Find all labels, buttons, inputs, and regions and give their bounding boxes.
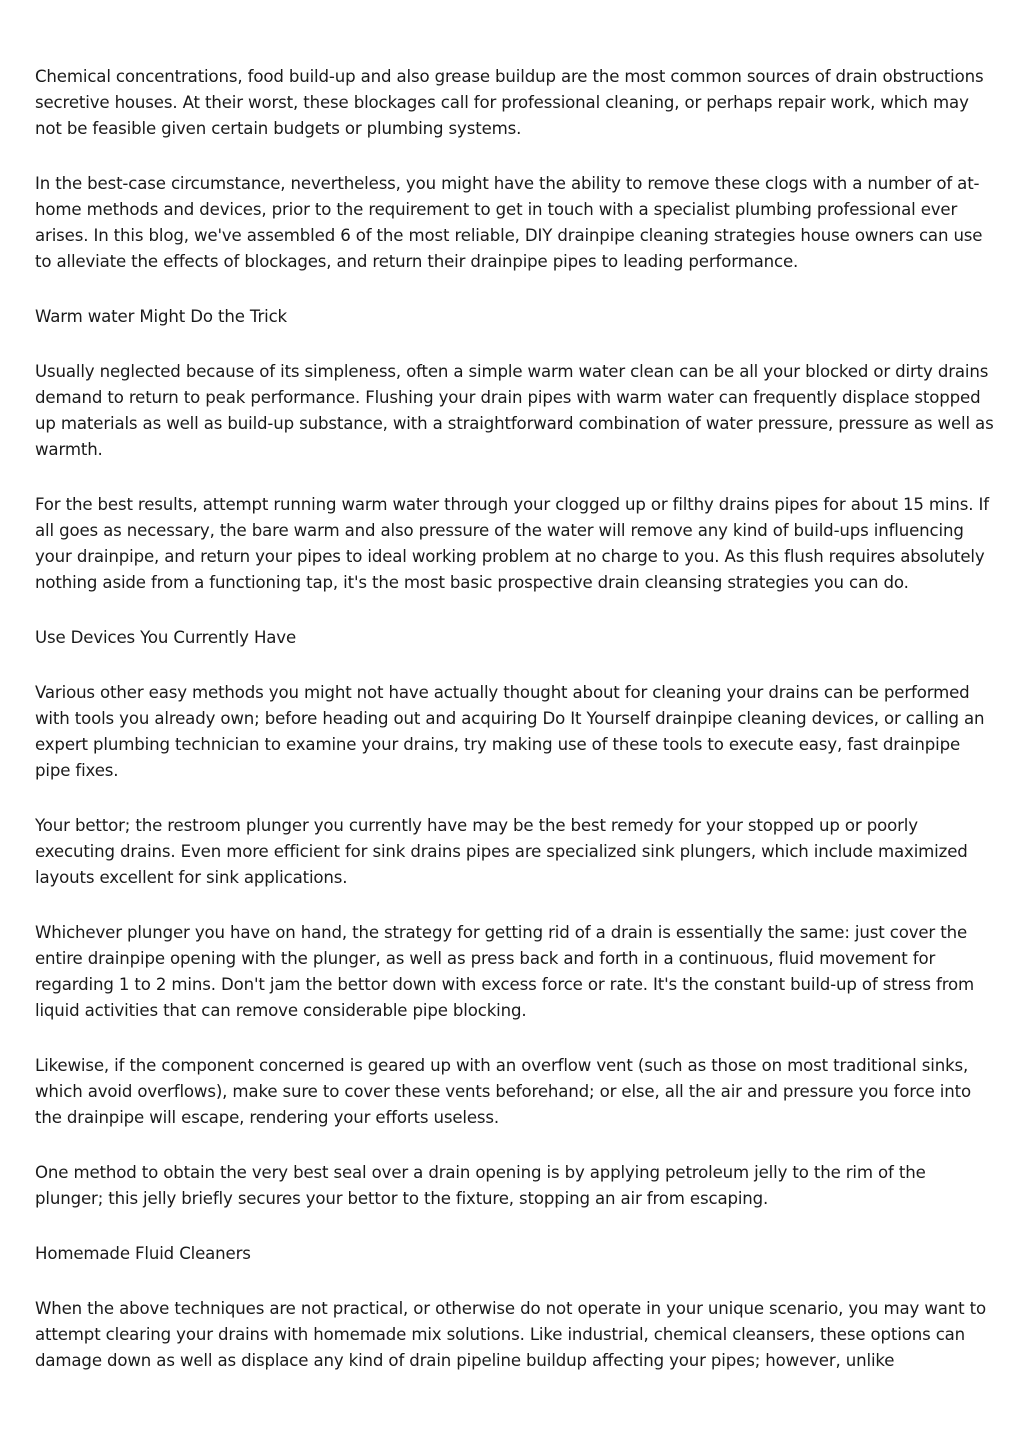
section-heading-homemade-cleaners: Homemade Fluid Cleaners [35, 1244, 251, 1263]
paragraph-petroleum-jelly: One method to obtain the very best seal over a drain opening is by applying petroleum jelly to the rim of the plunger; this jelly briefly secures your bettor to the fixture, stopping an air from escaping. [35, 1163, 926, 1208]
paragraph-best-results: For the best results, attempt running warm water through your clogged up or filthy drains pipes for about 15 mins. If all goes as necessary, the bare warm and also pressure of the water will remove any kind of build-ups influencing your drainpipe, and return your pipes to ideal working problem at no charge to you. As this flush requires absolutely nothing aside from a functioning tap, it's the most basic prospective drain cleansing strategies you can do. [35, 495, 989, 592]
paragraph-best-case: In the best-case circumstance, nevertheless, you might have the ability to remove these clogs with a number of at-home methods and devices, prior to the requirement to get in touch with a specialist plumbing professional ever arises. In this blog, we've assembled 6 of the most reliable, DIY drainpipe cleaning strategies house owners can use to alleviate the effects of blockages, and return their drainpipe pipes to leading performance. [35, 174, 983, 271]
section-heading-use-devices: Use Devices You Currently Have [35, 628, 297, 647]
paragraph-homemade-mix: When the above techniques are not practical, or otherwise do not operate in your unique scenario, you may want to attempt clearing your drains with homemade mix solutions. Like industrial, chemical cleansers, these options can damage down as well as displace any kind of drain pipeline buildup affecting your pipes; however, unlike [35, 1299, 986, 1370]
paragraph-plunger: Your bettor; the restroom plunger you currently have may be the best remedy for your stopped up or poorly executing drains. Even more efficient for sink drains pipes are specialized sink plungers, which include maximized layouts excellent for sink applications. [35, 816, 968, 887]
document-page [35, 64, 995, 1403]
paragraph-warm-water-clean: Usually neglected because of its simpleness, often a simple warm water clean can be all your blocked or dirty drains demand to return to peak performance. Flushing your drain pipes with warm water can frequently displace stopped up materials as well as build-up substance, with a straightforward combination of water pressure, pressure as well as warmth. [35, 362, 994, 459]
paragraph-overflow-vent: Likewise, if the component concerned is geared up with an overflow vent (such as those on most traditional sinks, which avoid overflows), make sure to cover these vents beforehand; or else, all the air and pressure you force into the drainpipe will escape, rendering your efforts useless. [35, 1056, 971, 1127]
section-heading-warm-water: Warm water Might Do the Trick [35, 307, 288, 326]
paragraph-easy-methods: Various other easy methods you might not have actually thought about for cleaning your drains can be performed with tools you already own; before heading out and acquiring Do It Yourself drainpipe cleaning devices, or calling an expert plumbing technician to examine your drains, try making use of these tools to execute easy, fast drainpipe pipe fixes. [35, 683, 985, 780]
paragraph-plunger-strategy: Whichever plunger you have on hand, the strategy for getting rid of a drain is essentially the same: just cover the entire drainpipe opening with the plunger, as well as press back and forth in a continuous, fluid movement for regarding 1 to 2 mins. Don't jam the bettor down with excess force or rate. It's the constant build-up of stress from liquid activities that can remove considerable pipe blocking. [35, 923, 975, 1020]
paragraph-intro: Chemical concentrations, food build-up and also grease buildup are the most common sources of drain obstructions secretive houses. At their worst, these blockages call for professional cleaning, or perhaps repair work, which may not be feasible given certain budgets or plumbing systems. [35, 67, 984, 138]
